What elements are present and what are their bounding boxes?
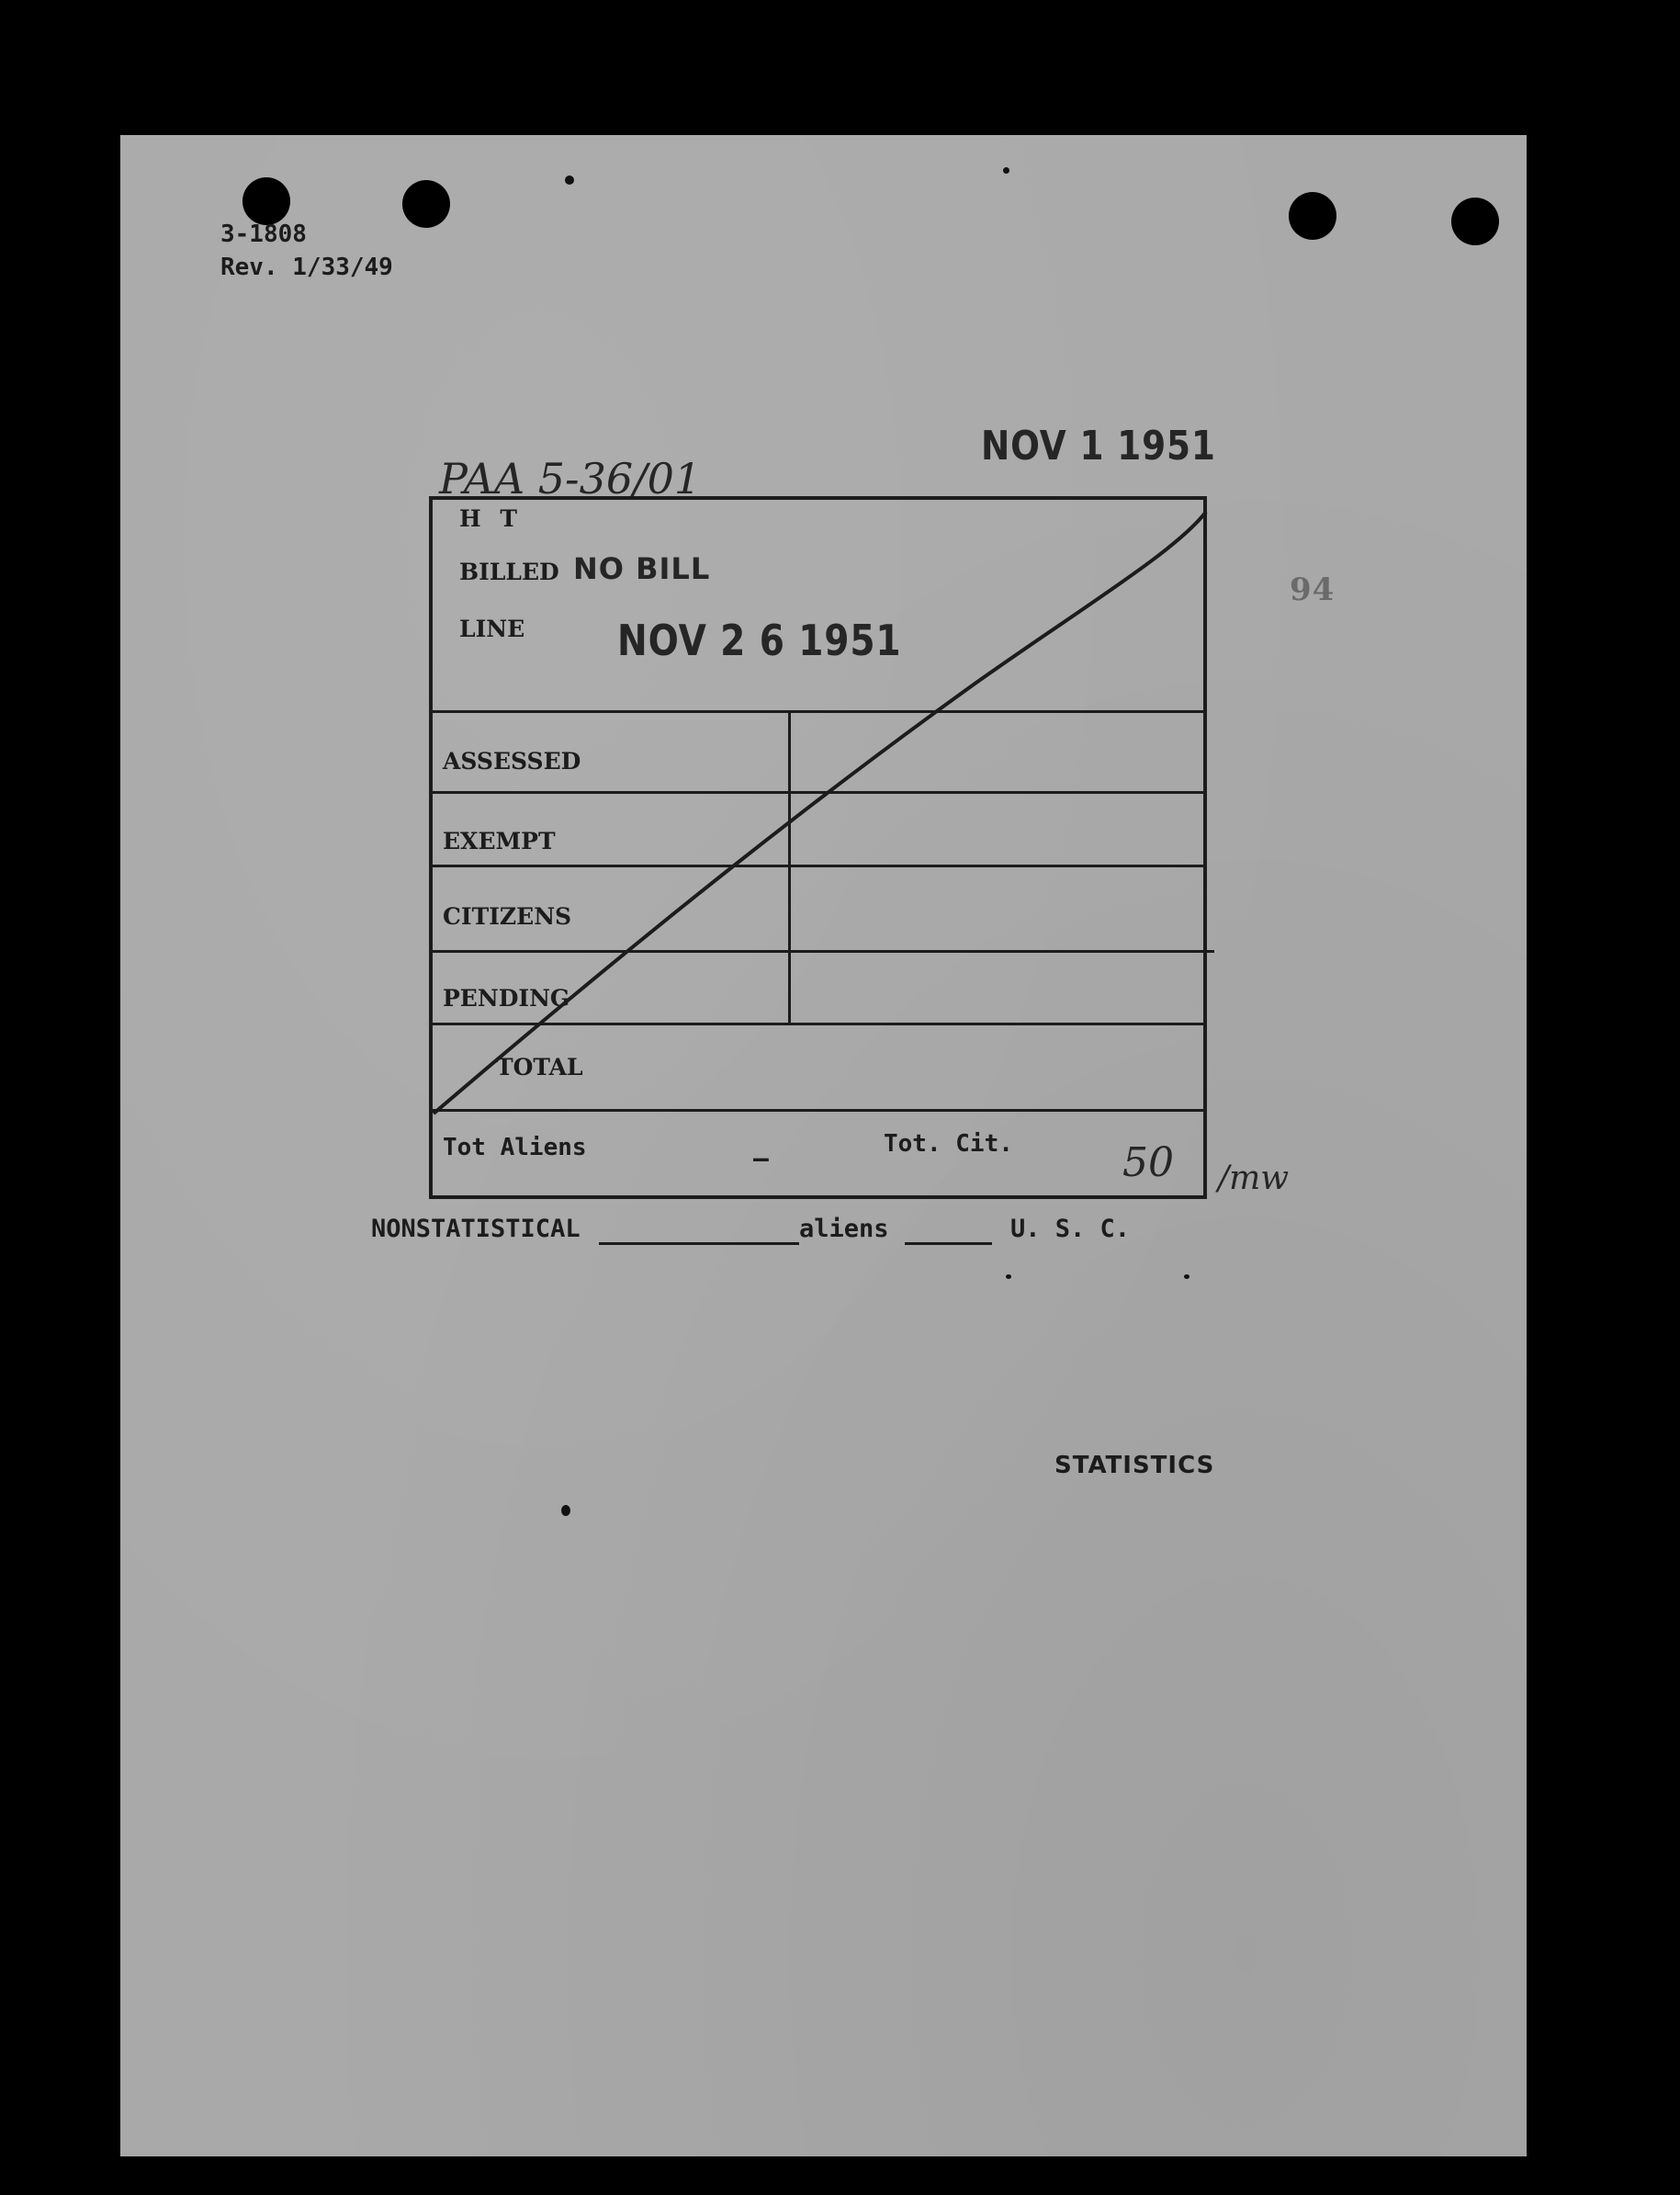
punch-hole-2: [402, 180, 450, 228]
handwritten-note: PAA 5-36/01: [439, 454, 702, 503]
field-label-billed: BILLED: [459, 559, 559, 585]
field-label-tot-cit: Tot. Cit.: [884, 1130, 1013, 1158]
field-label-exempt: EXEMPT: [443, 828, 556, 854]
field-label-total: TOTAL: [496, 1054, 583, 1081]
ink-speck: [1003, 167, 1009, 174]
box-rule: [429, 865, 1207, 867]
field-label-line: LINE: [459, 616, 525, 642]
ink-speck: [561, 1505, 570, 1516]
nonstatistical-blank: [599, 1242, 799, 1245]
aliens-blank: [905, 1242, 992, 1245]
ink-speck: [565, 175, 574, 185]
form-number: 3-1808: [220, 221, 307, 248]
box-rule: [429, 1023, 1207, 1025]
punch-hole-4: [1451, 198, 1499, 245]
field-label-pending: PENDING: [443, 985, 570, 1012]
punch-hole-1: [242, 177, 290, 225]
punch-hole-3: [1289, 192, 1336, 240]
statistics-stamp: STATISTICS: [1054, 1452, 1215, 1479]
page-number: 94: [1290, 571, 1336, 608]
aliens-label: aliens: [799, 1215, 889, 1243]
field-label-ht: H T: [459, 505, 523, 532]
field-label-assessed: ASSESSED: [443, 748, 581, 775]
box-rule: [429, 950, 1214, 953]
no-bill-stamp: NO BILL: [573, 551, 711, 586]
received-date-stamp: NOV 1 1951: [981, 423, 1216, 470]
box-rule: [429, 791, 1207, 794]
field-label-tot-aliens: Tot Aliens: [443, 1134, 587, 1161]
nonstatistical-label: NONSTATISTICAL: [371, 1215, 581, 1243]
box-rule: [429, 710, 1207, 713]
handwritten-initials: /mw: [1218, 1160, 1290, 1197]
tot-aliens-value: —: [753, 1143, 769, 1173]
ink-speck: [1006, 1274, 1011, 1279]
ink-speck: [1184, 1274, 1190, 1279]
field-label-citizens: CITIZENS: [443, 903, 572, 930]
handwritten-count: 50: [1122, 1139, 1174, 1186]
box-column-rule: [788, 710, 791, 1024]
usc-label: U. S. C.: [1010, 1215, 1131, 1243]
form-revision: Rev. 1/33/49: [220, 254, 393, 281]
box-rule: [429, 1109, 1207, 1112]
billing-date-stamp: NOV 2 6 1951: [617, 616, 902, 665]
